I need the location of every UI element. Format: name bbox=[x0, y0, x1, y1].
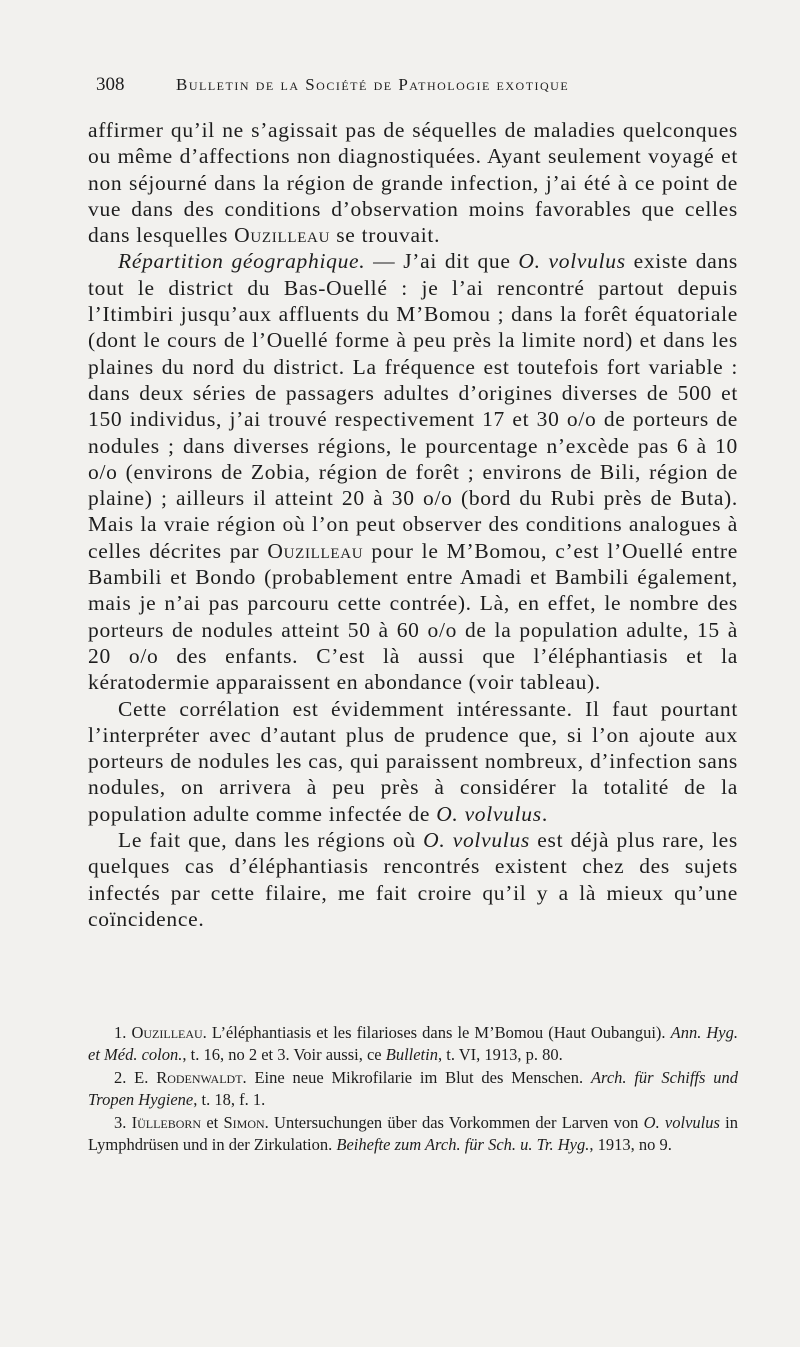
species-name: O. volvulus bbox=[518, 249, 626, 274]
footnote-text: Untersuchungen über das Vorkommen der Larven von bbox=[268, 1113, 644, 1132]
footnote-1 bbox=[88, 1022, 738, 1065]
paragraph-2-text-b: existe dans tout le district du Bas-Ouellé : je l’ai rencontré partout depuis l’Itimbiri jusqu’aux affluents du M’Bomou ; dans la forêt équatoriale (dont le cours de l’Ouellé forme à peu près la limite nord) et dans les plaines du nord du district. La fréquence est toutefois fort variable : dans deux séries de passagers adultes d’origines diverses de 500 et 150 individus, j’ai trouvé respectivement 17 et 30 o/o de porteurs de nodules ; dans diverses régions, le pourcentage n’excède pas 6 à 10 o/o (environs de Zobia, région de forêt ; environs de Bili, région de plaine) ; ailleurs il atteint 20 à 30 o/o (bord du Rubi près de Buta). Mais la vraie région où l’on peut observer des conditions analogues à celles décrites par bbox=[88, 249, 738, 563]
species-name: O. volvulus bbox=[423, 828, 530, 853]
footnote-author: Rodenwaldt. bbox=[156, 1068, 247, 1087]
footnote-journal: Arch. für Schiffs und Tropen Hygiene bbox=[88, 1068, 738, 1109]
paragraph-2-text-c: pour le M’Bomou, c’est l’Ouellé entre Bambili et Bondo (probablement entre Amadi et Bambili également, mais je n’ai pas parcouru cette contrée). Là, en effet, le nombre des porteurs de nodules atteint 50 à 60 o/o de la population adulte, 15 à 20 o/o des enfants. C’est là aussi que l’éléphantiasis et la kératodermie apparaissent en abondance (voir tableau). bbox=[88, 538, 738, 695]
species-name: O. volvulus bbox=[643, 1113, 720, 1132]
footnote-number: 1. bbox=[114, 1023, 132, 1042]
paragraph-4 bbox=[88, 827, 738, 932]
paragraph-2 bbox=[88, 248, 738, 695]
footnote-number: 2. E. bbox=[114, 1068, 157, 1087]
paragraph-1 bbox=[88, 117, 738, 248]
footnote-text: , t. 16, no 2 et 3. Voir aussi, ce bbox=[182, 1044, 386, 1064]
page-number: 308 bbox=[96, 74, 125, 95]
paragraph-4-text-b: est déjà plus rare, les quelques cas d’éléphantiasis rencontrés existent chez des sujets infectés par cette filaire, me fait croire qu’il y a là mieux qu’une coïncidence. bbox=[88, 828, 738, 931]
footnote-journal: Beihefte zum Arch. für Sch. u. Tr. Hyg. bbox=[336, 1134, 590, 1154]
footnote-text: in Lymphdrüsen und in der Zirkulation. bbox=[88, 1113, 738, 1154]
footnote-author: Simon. bbox=[223, 1113, 269, 1132]
footnote-text: Eine neue Mikrofilarie im Blut des Menschen. bbox=[246, 1068, 591, 1087]
running-title: Bulletin de la Société de Pathologie exotique bbox=[176, 75, 570, 94]
footnote-author: Iülleborn bbox=[131, 1113, 202, 1132]
body-text bbox=[88, 117, 738, 932]
footnote-3 bbox=[88, 1112, 738, 1155]
footnote-text: , t. 18, f. 1. bbox=[193, 1089, 266, 1109]
species-name: O. volvulus bbox=[436, 801, 542, 826]
footnote-number: 3. bbox=[114, 1113, 132, 1132]
footnote-journal: Bulletin bbox=[385, 1044, 438, 1064]
author-name: Ouzilleau bbox=[234, 223, 331, 248]
section-heading: Répartition géographique. bbox=[118, 249, 366, 274]
author-name: Ouzilleau bbox=[267, 538, 364, 563]
paragraph-3-text-a: Cette corrélation est évidemment intéressante. Il faut pourtant l’interpréter avec d’autant plus de prudence que, si l’on ajoute aux porteurs de nodules les cas, qui paraissent nombreux, d’infection sans nodules, on arrivera à peu près à considérer la totalité de la population adulte comme infectée de bbox=[88, 696, 738, 826]
paragraph-1-text: affirmer qu’il ne s’agissait pas de séquelles de maladies quelconques ou même d’affections non diagnostiquées. Ayant seulement voyagé et non séjourné dans la région de grande infection, j’ai été à ce point de vue dans des conditions d’observation moins favorables que celles dans lesquelles bbox=[88, 118, 738, 248]
paragraph-1-end: se trouvait. bbox=[330, 223, 441, 248]
paragraph-4-text-a: Le fait que, dans les régions où bbox=[118, 828, 424, 853]
paragraph-2-text-a: — J’ai dit que bbox=[365, 249, 519, 274]
footnote-journal: Ann. Hyg. et Méd. colon. bbox=[88, 1023, 739, 1064]
paragraph-3-text-b: . bbox=[541, 801, 548, 826]
footnote-text: , t. VI, 1913, p. 80. bbox=[437, 1044, 563, 1064]
footnote-2 bbox=[88, 1067, 738, 1110]
footnote-text: L’éléphantiasis et les filarioses dans le M’Bomou (Haut Oubangui). bbox=[206, 1023, 671, 1042]
footnotes bbox=[88, 1022, 738, 1157]
footnote-text: , 1913, no 9. bbox=[589, 1134, 672, 1154]
footnote-author: Ouzilleau. bbox=[131, 1023, 207, 1042]
page-header bbox=[96, 74, 746, 96]
footnote-text: et bbox=[201, 1113, 224, 1132]
paragraph-3 bbox=[88, 696, 738, 827]
